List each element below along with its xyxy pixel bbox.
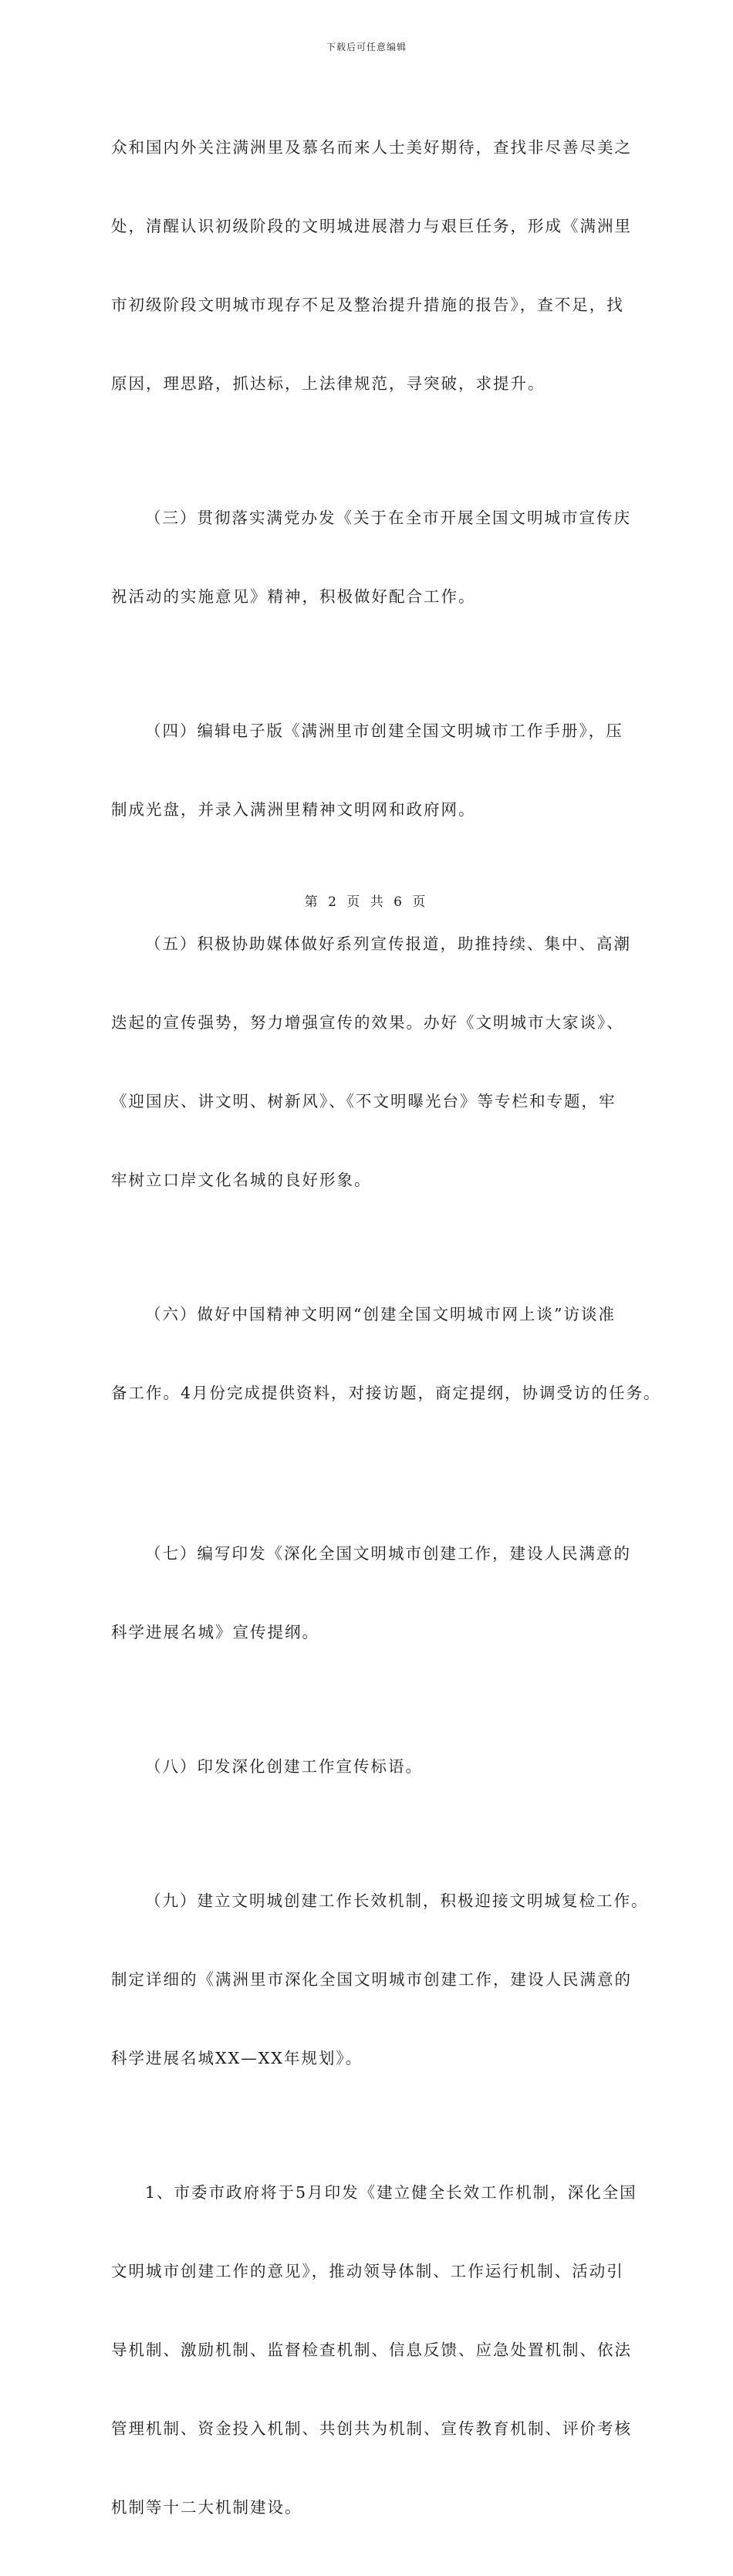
text-line: 文明城市创建工作的意见》，推动领导体制、工作运行机制、活动引 xyxy=(111,2262,624,2280)
text-line: 迭起的宣传强势，努力增强宣传的效果。办好《文明城市大家谈》、 xyxy=(111,1013,624,1032)
text-line: 管理机制、资金投入机制、共创共为机制、宣传教育机制、评价考核 xyxy=(111,2419,632,2438)
text-line: 市初级阶段文明城市现存不足及整治提升措施的报告》，查不足，找 xyxy=(111,296,624,314)
text-line: 牢树立口岸文化名城的良好形象。 xyxy=(111,1171,372,1189)
paragraph xyxy=(111,452,636,662)
text-line: 处，清醒认识初级阶段的文明城进展潜力与艰巨任务，形成《满洲里 xyxy=(111,217,632,235)
text-line: 制定详细的《满洲里市深化全国文明城市创建工作，建设人民满意的 xyxy=(111,1970,632,1989)
paragraph xyxy=(111,82,636,449)
text-line: （三）贯彻落实满党办发《关于在全市开展全国文明城市宣传庆 xyxy=(145,509,631,527)
text-line: 众和国内外关注满洲里及慕名而来人士美好期待，查找非尽善尽美之 xyxy=(111,138,632,157)
paragraph xyxy=(111,1701,636,1832)
text-line: 机制等十二大机制建设。 xyxy=(111,2498,302,2517)
text-line: （九）建立文明城创建工作长效机制，积极迎接文明城复检工作。 xyxy=(145,1891,649,1910)
text-line: 导机制、激励机制、监督检查机制、信息反馈、应急处置机制、依法 xyxy=(111,2341,632,2359)
text-line: （四）编辑电子版《满洲里市创建全国文明城市工作手册》，压 xyxy=(145,722,623,740)
document-body xyxy=(111,82,661,2576)
text-line: 备工作。4月份完成提供资料，对接访题，商定提纲，协调受访的任务。 xyxy=(111,1384,661,1402)
text-line: （八）印发深化创建工作宣传标语。 xyxy=(145,1757,423,1776)
paragraph xyxy=(111,878,636,1246)
text-line: 1、市委市政府将于5月印发《建立健全长效工作机制，深化全国 xyxy=(145,2183,637,2202)
text-line: 科学进展名城》宣传提纲。 xyxy=(111,1623,319,1641)
paragraph xyxy=(111,1488,636,1698)
page-header: 下载后可任意编辑 xyxy=(326,42,407,52)
text-line: 原因，理思路，抓达标，上法律规范，寻突破，求提升。 xyxy=(111,374,546,393)
paragraph xyxy=(111,1835,649,2124)
paragraph xyxy=(111,665,636,875)
page-number-footer: 第 2 页 共 6 页 xyxy=(304,894,429,910)
text-line: 制成光盘，并录入满洲里精神文明网和政府网。 xyxy=(111,800,476,819)
text-line: （六）做好中国精神文明网“创建全国文明城市网上谈”访谈准 xyxy=(145,1305,616,1323)
paragraph xyxy=(111,1249,661,1459)
text-line: （七）编写印发《深化全国文明城市创建工作，建设人民满意的 xyxy=(145,1544,631,1563)
text-line: 科学进展名城XX—XX年规划》。 xyxy=(111,2049,363,2067)
text-line: （五）积极协助媒体做好系列宣传报道，助推持续、集中、高潮 xyxy=(145,935,631,953)
text-line: 《迎国庆、讲文明、树新风》、《不文明曝光台》等专栏和专题，牢 xyxy=(111,1092,616,1111)
text-line: 祝活动的实施意见》精神，积极做好配合工作。 xyxy=(111,587,476,606)
paragraph xyxy=(111,2127,636,2573)
